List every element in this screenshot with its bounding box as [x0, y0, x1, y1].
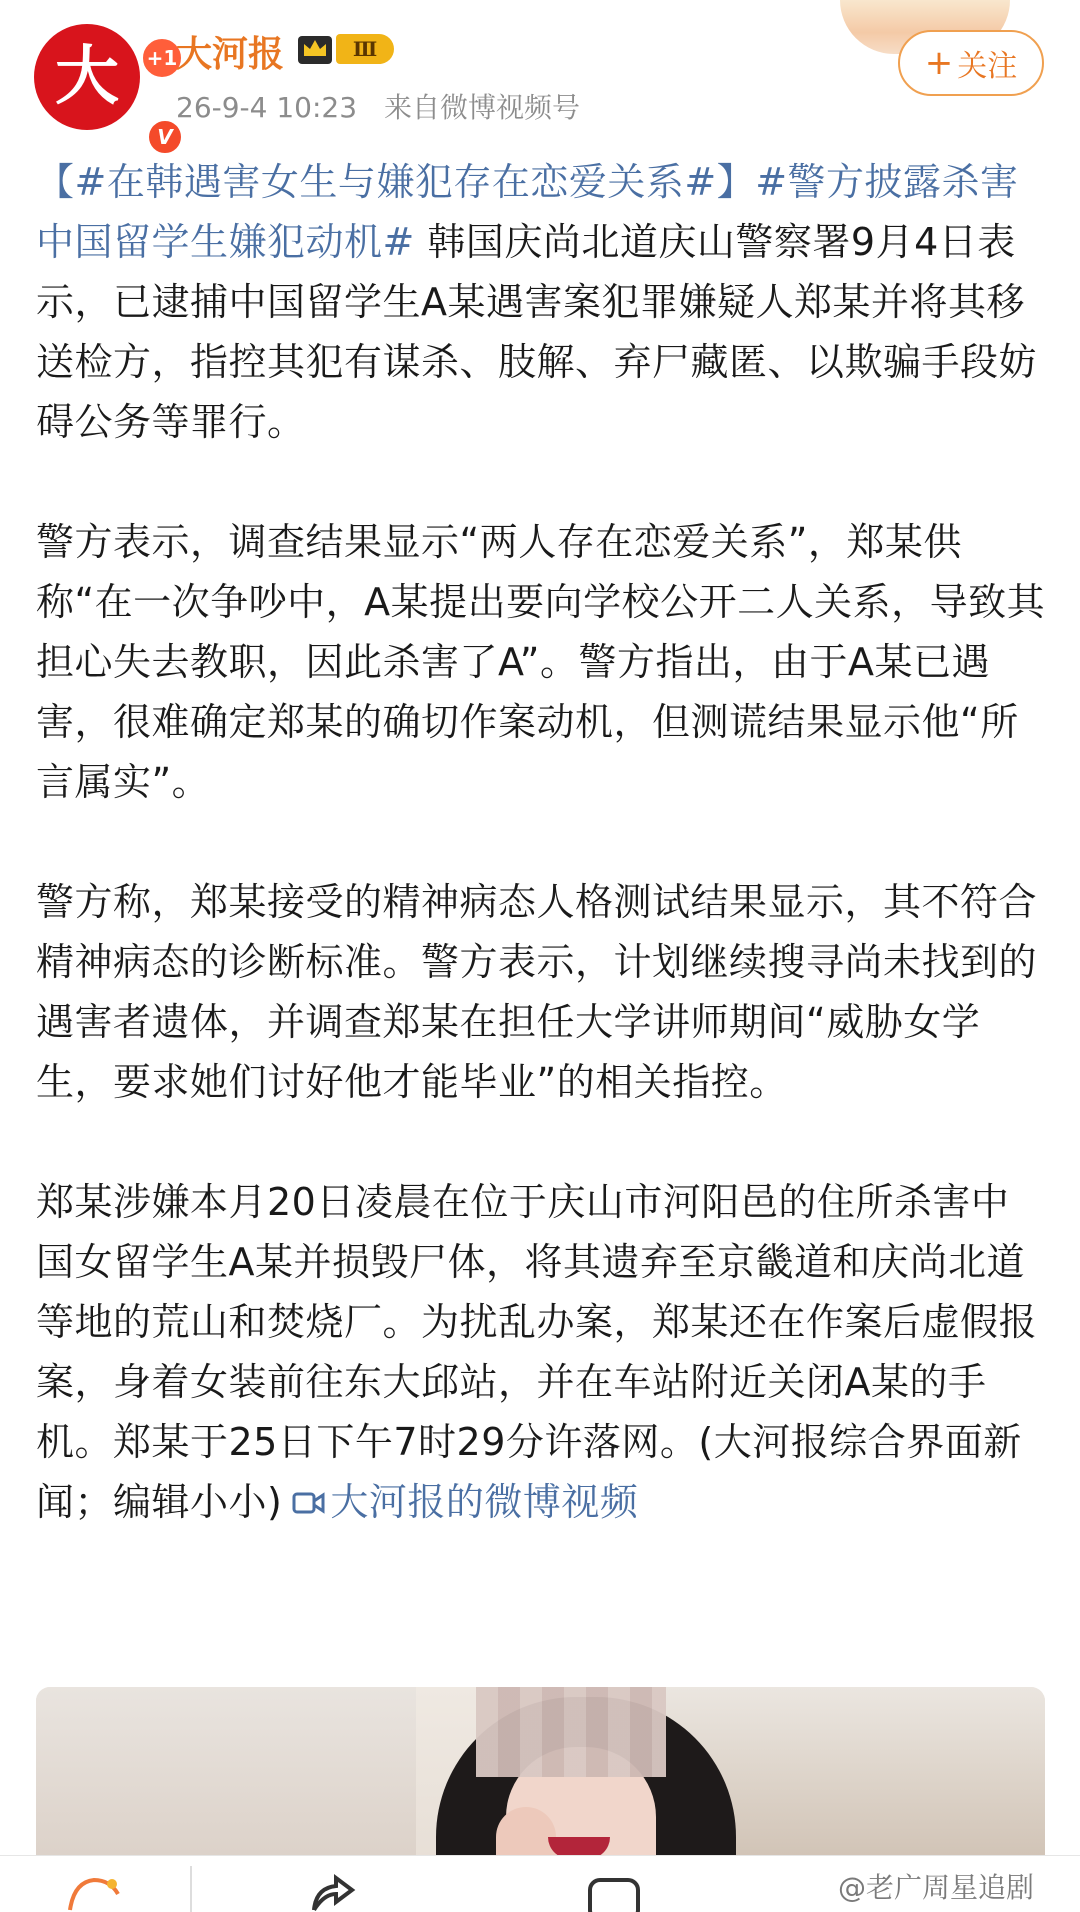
follow-label: 关注	[957, 49, 1018, 84]
post-meta	[176, 86, 580, 126]
post-paragraph: 警方表示，调查结果显示“两人存在恋爱关系”，郑某供称“在一次争吵中，A某提出要向学校公开二人关系，导致其担心失去教职，因此杀害了A”。警方指出，由于A某已遇害，很难确定郑某的确切作案动机，但测谎结果显示他“所言属实”。	[36, 520, 1046, 804]
verified-badge-icon: V	[146, 118, 184, 156]
post-source: 来自微博视频号	[383, 91, 580, 124]
mosaic-blur	[476, 1687, 666, 1777]
topic-link[interactable]: #警方披露杀害中国留学生嫌犯动机#	[36, 160, 1019, 264]
level-badge: Ⅲ	[336, 34, 394, 64]
post-paragraph	[36, 1172, 1046, 1532]
share-icon[interactable]	[306, 1874, 366, 1912]
plus-icon: +	[924, 43, 954, 83]
avatar-logo: 大	[55, 39, 119, 114]
post-paragraph: 警方称，郑某接受的精神病态人格测试结果显示，其不符合精神病态的诊断标准。警方表示，计划继续搜寻尚未找到的遇害者遗体，并调查郑某在担任大学讲师期间“威胁女学生，要求她们讨好他才能毕业”的相关指控。	[36, 880, 1038, 1104]
post-paragraph	[36, 152, 1046, 452]
like-icon[interactable]	[64, 1874, 124, 1912]
video-link[interactable]	[282, 1480, 638, 1524]
user-name[interactable]: 大河报	[176, 34, 285, 75]
video-link-label: 大河报的微博视频	[330, 1480, 639, 1524]
paragraph-text: 郑某涉嫌本月20日凌晨在位于庆山市河阳邑的住所杀害中国女留学生A某并损毁尸体，将其遗弃至京畿道和庆尚北道等地的荒山和焚烧厂。为扰乱办案，郑某还在作案后虚假报案，身着女装前往东大邱站，并在车站附近关闭A某的手机。郑某于25日下午7时29分许落网。(大河报综合界面新闻；编辑小小)	[36, 1180, 1038, 1524]
topic-link[interactable]: 【#在韩遇害女生与嫌犯存在恋爱关系#】	[36, 160, 756, 204]
avatar[interactable]	[34, 24, 178, 149]
watermark: @老广周星追剧	[838, 1871, 1035, 1904]
avatar-notice-badge: +1	[140, 36, 184, 80]
toolbar-divider	[190, 1866, 192, 1912]
comment-icon[interactable]	[584, 1874, 644, 1912]
post-body	[36, 152, 1046, 1532]
follow-button[interactable]	[898, 30, 1044, 96]
paragraph-text: 韩国庆尚北道庆山警察署9月4日表示，已逮捕中国留学生A某遇害案犯罪嫌疑人郑某并将其移送检方，指控其犯有谋杀、肢解、弃尸藏匿、以欺骗手段妨碍公务等罪行。	[36, 220, 1038, 444]
video-icon	[292, 1489, 326, 1517]
post-timestamp: 26-9-4 10:23	[176, 91, 358, 124]
crown-icon	[296, 30, 336, 66]
